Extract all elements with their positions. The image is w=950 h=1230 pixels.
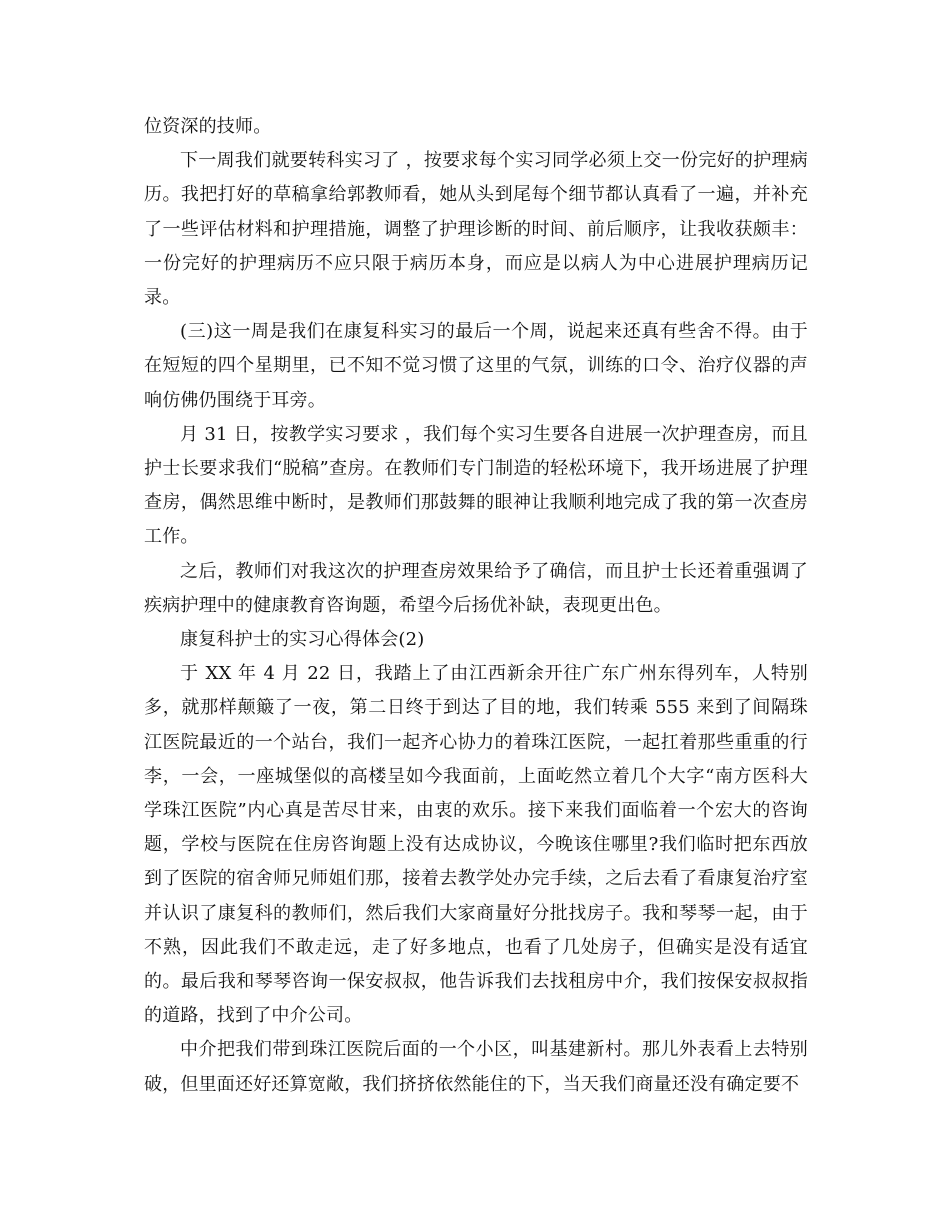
paragraph-3: (三)这一周是我们在康复科实习的最后一个周，说起来还真有些舍不得。由于在短短的四个星期里，已不知不觉习惯了这里的气氛，训练的口令、治疗仪器的声响仿佛仍围绕于耳旁。	[144, 321, 808, 411]
paragraph-2: 下一周我们就要转科实习了 ，按要求每个实习同学必须上交一份完好的护理病历。我把打好的草稿拿给郭教师看，她从头到尾每个细节都认真看了一遍，并补充了一些评估材料和护理措施，调整了护理诊断的时间、前后顺序，让我收获颇丰：一份完好的护理病历不应只限于病历本身，而应是以病人为中心进展护理病历记录。	[144, 150, 808, 309]
paragraph-1: 位资深的技师。	[144, 116, 272, 137]
section-heading: 康复科护士的实习心得体会(2)	[180, 629, 425, 651]
document-page	[144, 110, 808, 1102]
paragraph-8: 中介把我们带到珠江医院后面的一个小区，叫基建新村。那儿外表看上去特别破，但里面还好还算宽敞，我们挤挤依然能住的下，当天我们商量还没有确定要不	[144, 1039, 808, 1095]
paragraph-7: 于 XX 年 4 月 22 日，我踏上了由江西新余开往广东广州东得列车，人特别多，就那样颠簸了一夜，第二日终于到达了目的地，我们转乘 555 来到了间隔珠江医院最近的一个站台，我们一起齐心协力的着珠江医院，一起扛着那些重重的行李，一会，一座城堡似的高楼呈如今我面前，上面屹然立着几个大字“南方医科大学珠江医院”内心真是苦尽甘来，由衷的欢乐。接下来我们面临着一个宏大的咨询题，学校与医院在住房咨询题上没有达成协议，今晚该住哪里?我们临时把东西放到了医院的宿舍师兄师姐们那，接着去教学处办完手续，之后去看了看康复治疗室并认识了康复科的教师们，然后我们大家商量好分批找房子。我和琴琴一起，由于不熟，因此我们不敢走远，走了好多地点，也看了几处房子，但确实是没有适宜的。最后我和琴琴咨询一保安叔叔，他告诉我们去找租房中介，我们按保安叔叔指的道路，找到了中介公司。	[144, 663, 808, 1027]
paragraph-5: 之后，教师们对我这次的护理查房效果给予了确信，而且护士长还着重强调了疾病护理中的健康教育咨询题，希望今后扬优补缺，表现更出色。	[144, 560, 808, 616]
paragraph-4: 月 31 日，按教学实习要求 ，我们每个实习生要各自进展一次护理查房，而且护士长要求我们“脱稿”查房。在教师们专门制造的轻松环境下，我开场进展了护理查房，偶然思维中断时，是教师们那鼓舞的眼神让我顺利地完成了我的第一次查房工作。	[144, 423, 808, 548]
